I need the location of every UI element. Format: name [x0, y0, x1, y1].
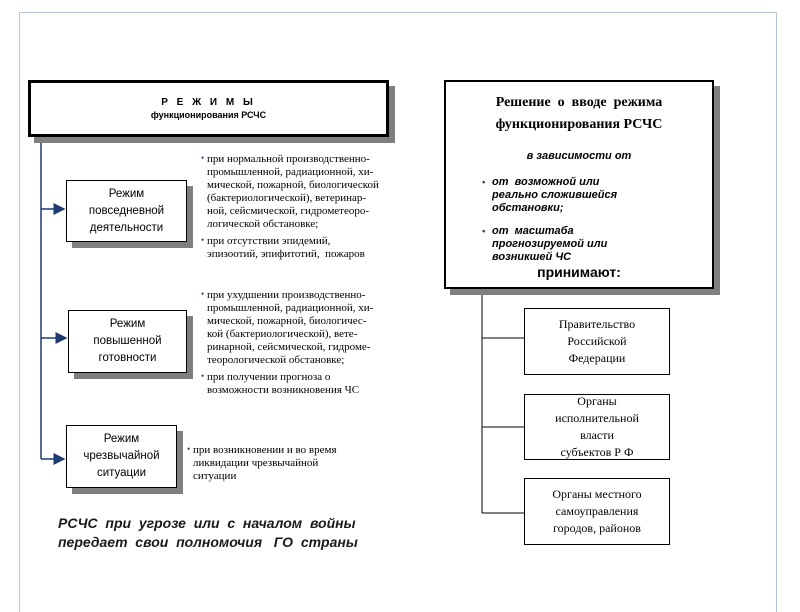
authority-local: Органы местного самоуправления городов, районов — [524, 478, 670, 545]
bullet-icon: • — [201, 235, 205, 245]
bullet-icon: • — [187, 444, 191, 454]
conditions-high-readiness — [201, 289, 373, 401]
condition-text: при отсутствии эпидемий, эпизоотий, эпифитотий, пожаров — [207, 235, 365, 260]
authority-government: Правительство Российской Федерации — [524, 308, 670, 375]
bullet-icon: • — [482, 226, 486, 236]
decision-criterion — [482, 176, 618, 215]
decision-box — [444, 80, 714, 289]
decision-accept: принимают: — [537, 264, 621, 280]
criterion-text: от масштаба прогнозируемой или возникшей ЧС — [492, 225, 608, 263]
modes-header-title: Р Е Ж И М Ы — [161, 97, 256, 108]
modes-header-box — [28, 80, 389, 137]
condition-text: при получении прогноза о возможности возникновения ЧС — [207, 371, 360, 396]
condition-text: при нормальной производственно- промышленной, радиационной, хи- мической, пожарной, биологической (бактериологической), ветеринар- ной, сейсмической, гидрометеоро- логической обстановке; — [207, 153, 379, 230]
bottom-note: РСЧС при угрозе или с началом войны передает свои полномочия ГО страны — [58, 515, 358, 550]
criterion-text: от возможной или реально сложившейся обстановки; — [492, 176, 618, 214]
authority-executive: Органы исполнительной власти субъектов Р Ф — [524, 394, 670, 460]
condition-text: при возникновении и во время ликвидации чрезвычайной ситуации — [193, 444, 337, 482]
bullet-icon: • — [201, 289, 205, 299]
mode-box-daily: Режим повседневной деятельности — [66, 180, 187, 242]
condition-item — [201, 235, 379, 261]
condition-text: при ухудшении производственно- промышленной, радиационной, хи- мической, пожарной, биологичес- кой (бактериологической), вете- ринарной, сейсмической, гидроме- теорологической обстановке; — [207, 289, 374, 366]
bullet-icon: • — [482, 177, 486, 187]
conditions-emergency — [187, 444, 337, 487]
mode-box-emergency: Режим чрезвычайной ситуации — [66, 425, 177, 488]
modes-header-subtitle: функционирования РСЧС — [150, 110, 267, 120]
decision-criterion — [482, 225, 608, 264]
condition-item — [187, 444, 337, 483]
bullet-icon: • — [201, 153, 205, 163]
bullet-icon: • — [201, 371, 205, 381]
condition-item — [201, 371, 373, 397]
conditions-daily — [201, 153, 379, 265]
condition-item — [201, 289, 373, 367]
decision-title: Решение о вводе режима функционирования РСЧС — [495, 95, 663, 132]
mode-box-high-readiness: Режим повышенной готовности — [68, 310, 187, 373]
decision-depends: в зависимости от — [526, 150, 632, 162]
condition-item — [201, 153, 379, 231]
